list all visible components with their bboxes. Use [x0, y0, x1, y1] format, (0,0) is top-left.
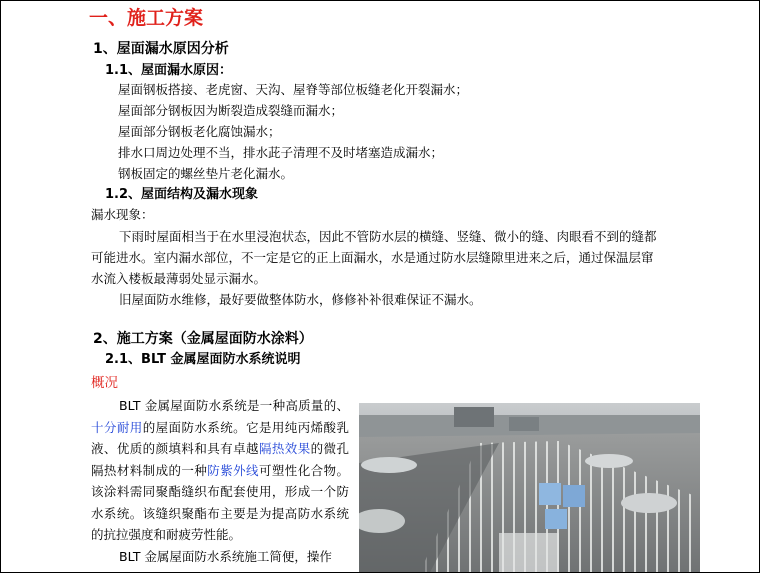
overview-text: 的屋面防水系统。它是用纯丙烯酸乳液、优质的颜填料和具有卓越: [91, 419, 349, 456]
overview-text: 可塑性化合物。该涂料需同聚酯缝织布配套使用，形成一个防水系统。该缝织聚酯布主要是为提高防水系统的抗拉强度和耐疲劳性能。: [91, 462, 349, 542]
section-title: 一、施工方案: [89, 7, 204, 29]
heading-leak-causes: 1.1、屋面漏水原因：: [105, 63, 233, 78]
overview-text-cutoff: BLT 金属屋面防水系统施工简便，操作: [119, 548, 332, 564]
cause-item: 屋面部分钢板老化腐蚀漏水；: [118, 124, 281, 139]
overview-text: 的微孔隔热材料制成的一种: [91, 441, 349, 478]
leak-paragraph-text: 下雨时屋面相当于在水里浸泡状态，因此不管防水层的横缝、竖缝、微小的缝、肉眼看不到的缝都可能进水。室内漏水部位，不一定是它的正上面漏水，水是通过防水层缝隙里进来之后，通过保温层窜水流入楼板最薄弱处显示漏水。: [91, 229, 657, 286]
heading-construction-plan: 2、施工方案（金属屋面防水涂料）: [93, 331, 313, 347]
heading-blt-system: 2.1、BLT 金属屋面防水系统说明: [105, 352, 301, 367]
overview-highlight: 十分耐用: [91, 419, 143, 435]
overview-paragraph: [91, 395, 349, 567]
repair-paragraph-text: 旧屋面防水维修，最好要做整体防水，修修补补很难保证不漏水。: [119, 292, 482, 307]
leak-phenomenon-label: 漏水现象：: [91, 207, 154, 222]
repair-paragraph: [91, 289, 661, 310]
heading-leak-cause-analysis: 1、屋面漏水原因分析: [93, 41, 229, 57]
overview-text: BLT 金属屋面防水系统是一种高质量的、: [119, 398, 349, 413]
cause-item: 屋面钢板搭接、老虎窗、天沟、屋脊等部位板缝老化开裂漏水；: [118, 82, 469, 97]
cause-item: 排水口周边处理不当，排水茈子清理不及时堵塞造成漏水；: [118, 145, 444, 160]
cause-item: 钢板固定的螺丝垫片老化漏水。: [118, 166, 294, 181]
heading-roof-structure: 1.2、屋面结构及漏水现象: [105, 187, 259, 202]
cause-item: 屋面部分钢板因为断裂造成裂缝而漏水；: [118, 103, 344, 118]
overview-label: 概况: [91, 375, 118, 391]
leak-paragraph: [91, 226, 661, 289]
roof-photo: [359, 403, 700, 573]
overview-highlight: 隔热效果: [258, 441, 311, 456]
roof-photo-image: [359, 403, 700, 573]
overview-highlight: 防紫外线: [207, 462, 259, 478]
